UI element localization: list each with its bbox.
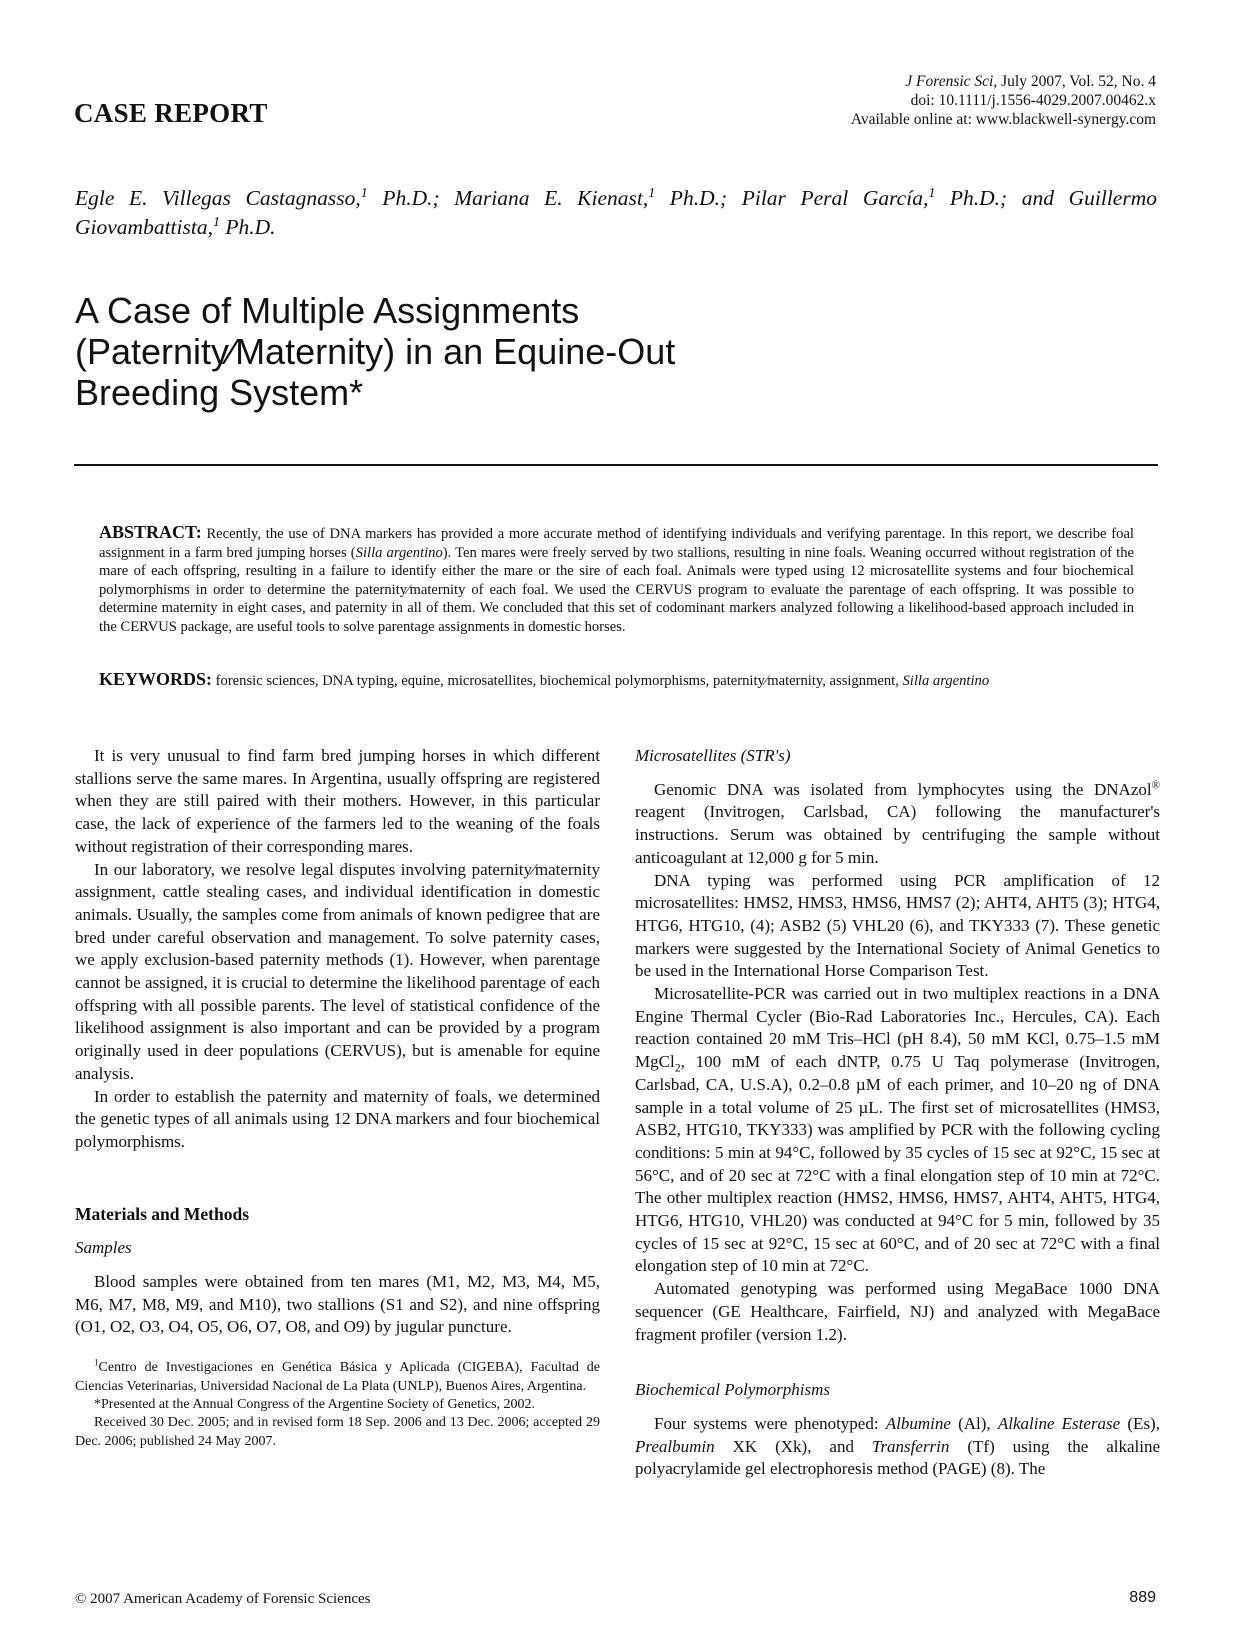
online-availability: Available online at: www.blackwell-synergy.com — [850, 111, 1156, 128]
copyright: © 2007 American Academy of Forensic Sciences — [75, 1591, 371, 1607]
title-line: (Paternity⁄Maternity) in an Equine-Out — [75, 331, 676, 372]
left-column — [75, 745, 600, 1451]
article-title — [75, 290, 775, 413]
body-paragraph: In our laboratory, we resolve legal disputes involving paternity⁄maternity assignment, cattle stealing cases, and individual identification in domestic animals. Usually, the samples come from animals of known pedigree that are bred under careful observation and management. To solve paternity cases, we apply exclusion-based paternity methods (1). However, when parentage cannot be assigned, it is crucial to determine the likelihood parentage of each offspring with all possible parents. The level of statistical confidence of the likelihood assignment is also important and can be provided by a program originally used in deer populations (CERVUS), but is amenable for equine analysis. — [75, 859, 600, 1083]
body-paragraph: Genomic DNA was isolated from lymphocytes using the DNAzol® reagent (Invitrogen, Carlsbad, CA) following the manufacturer's instructions. Serum was obtained by centrifuging the sample without anticoagulant at 12,000 g for 5 min. — [635, 779, 1160, 867]
journal-issue: July 2007, Vol. 52, No. 4 — [997, 73, 1156, 90]
abstract: ABSTRACT: Recently, the use of DNA markers has provided a more accurate method of identifying individuals and verifying parentage. In this report, we describe foal assignment in a farm bred jumping horses (Silla argentino). Ten mares were freely served by two stallions, resulting in nine foals. Weaning occurred without registration of the mare of each offspring, resulting in a failure to identify either the mare or the sire of each foal. Animals were typed using 12 microsatellite systems and four biochemical polymorphisms in order to determine the paternity⁄maternity of each foal. We used the CERVUS program to evaluate the parentage of each offspring. It was possible to determine maternity in eight cases, and paternity in all of them. We concluded that this set of codominant markers analyzed following a likelihood-based approach included in the CERVUS package, are useful tools to solve parentage assignments in domestic horses. — [99, 522, 1134, 635]
author: Egle E. Villegas Castagnasso,$^1$ Ph.D.; — [75, 185, 455, 210]
keywords-label: KEYWORDS: — [99, 669, 213, 689]
author: Pilar Peral García,$^1$ Ph.D.; and — [741, 185, 1069, 210]
doi: doi: 10.1111/j.1556-4029.2007.00462.x — [910, 92, 1156, 109]
body-paragraph: In order to establish the paternity and maternity of foals, we determined the genetic types of all animals using 12 DNA markers and four biochemical polymorphisms. — [75, 1086, 600, 1151]
section-label: CASE REPORT — [74, 98, 268, 128]
footnotes — [75, 1359, 600, 1451]
subsection-heading: Samples — [75, 1238, 132, 1258]
title-divider — [74, 464, 1158, 466]
footnote-presented: *Presented at the Annual Congress of the Argentine Society of Genetics, 2002. — [94, 1396, 536, 1412]
abstract-label: ABSTRACT: — [99, 522, 202, 542]
journal-name: J Forensic Sci, — [905, 73, 998, 90]
right-column — [635, 745, 1160, 1481]
body-paragraph: Blood samples were obtained from ten mares (M1, M2, M3, M4, M5, M6, M7, M8, M9, and M10), two stallions (S1 and S2), and nine offspring (O1, O2, O3, O4, O5, O6, O7, O8, and O9) by jugular puncture. — [75, 1272, 600, 1337]
body-paragraph: Microsatellite-PCR was carried out in two multiplex reactions in a DNA Engine Thermal Cycler (Bio-Rad Laboratories Inc., Hercules, CA). Each reaction contained 20 mM Tris–HCl (pH 8.4), 50 mM KCl, 0.75–1.5 mM MgCl$_2$, 100 mM of each dNTP, 0.75 U Taq polymerase (Invitrogen, Carlsbad, CA, U.S.A), 0.2–0.8 µM of each primer, and 10–20 ng of DNA sample in a total volume of 25 µL. The first set of microsatellites (HMS3, ASB2, HTG10, TKY333) was amplified by PCR with the following cycling conditions: 5 min at 94°C, followed by 35 cycles of 15 sec at 92°C, 15 sec at 56°C, and of 20 sec at 72°C with a final elongation step of 10 min at 72°C. The other multiplex reaction (HMS2, HMS6, HMS7, AHT4, AHT5, HTG4, HTG6, HTG10, VHL20) was conducted at 94°C for 5 min, followed by 35 cycles of 15 sec at 92°C, 15 sec at 60°C, and of 20 sec at 72°C with a final elongation step of 10 min at 72°C. — [635, 984, 1160, 1276]
body-paragraph: Automated genotyping was performed using MegaBace 1000 DNA sequencer (GE Healthcare, Fairfield, NJ) and analyzed with MegaBace fragment profiler (version 1.2). — [635, 1279, 1160, 1344]
footnote-received: Received 30 Dec. 2005; and in revised form 18 Sep. 2006 and 13 Dec. 2006; accepted 29 Dec. 2006; published 24 May 2007. — [75, 1415, 600, 1449]
subsection-heading: Microsatellites (STR's) — [635, 746, 791, 765]
footnote-affiliation: $^1$Centro de Investigaciones en Genética Básica y Aplicada (CIGEBA), Facultad de Ciencias Veterinarias, Universidad Nacional de La Plata (UNLP), Buenos Aires, Argentina. — [75, 1357, 600, 1394]
journal-info — [736, 72, 1156, 129]
author: Mariana E. Kienast,$^1$ Ph.D.; — [454, 185, 742, 210]
journal-citation — [736, 72, 1156, 91]
body-paragraph: DNA typing was performed using PCR amplification of 12 microsatellites: HMS2, HMS3, HMS6, HMS7 (2); AHT4, AHT5 (3); HTG4, HTG6, HTG10, (4); ASB2 (5) VHL20 (6), and TKY333 (7). These genetic markers were suggested by the International Society of Animal Genetics to be used in the International Horse Comparison Test. — [635, 870, 1160, 981]
author: Guillermo Giovambattista,$^1$ Ph.D. — [75, 186, 1157, 239]
author-list — [75, 184, 1157, 242]
keywords: KEYWORDS: forensic sciences, DNA typing, equine, microsatellites, biochemical polymorphisms, paternity⁄maternity, assignment, Silla argentino — [99, 669, 990, 689]
subsection-heading: Biochemical Polymorphisms — [635, 1380, 830, 1400]
title-line: A Case of Multiple Assignments — [75, 290, 580, 331]
page-number: 889 — [1129, 1589, 1156, 1606]
body-paragraph: Four systems were phenotyped: Albumine (Al), Alkaline Esterase (Es), Prealbumin XK (Xk), and Transferrin (Tf) using the alkaline polyacrylamide gel electrophoresis method (PAGE) (8). The — [635, 1413, 1161, 1479]
body-paragraph: It is very unusual to find farm bred jumping horses in which different stallions serve the same mares. In Argentina, usually offspring are registered when they are still paired with their mothers. However, in this particular case, the lack of experience of the farmers led to the weaning of the foals without registration of their corresponding mares. — [75, 746, 600, 856]
title-line: Breeding System* — [75, 372, 364, 413]
section-heading: Materials and Methods — [75, 1203, 250, 1224]
